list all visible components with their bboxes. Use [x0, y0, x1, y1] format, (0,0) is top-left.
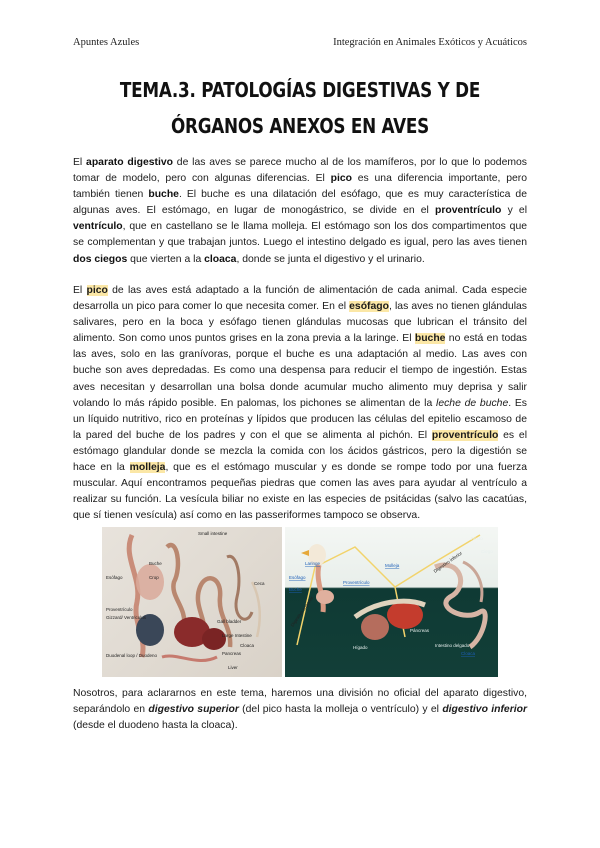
svg-text:Proventrículo: Proventrículo — [343, 580, 370, 585]
svg-text:Esófago: Esófago — [289, 575, 306, 580]
svg-text:Large Intestine: Large Intestine — [222, 633, 252, 638]
paragraph-division: Nosotros, para aclararnos en este tema, haremos una división no oficial del aparato digestivo, separándolo en digestivo superior (del pico hasta la molleja o ventrículo) y el digestivo inferior (desde el duodeno hasta la cloaca). — [73, 688, 528, 732]
svg-text:Proventrículo: Proventrículo — [106, 607, 133, 612]
svg-text:Intestino delgado: Intestino delgado — [435, 643, 470, 648]
svg-text:Páncreas: Páncreas — [410, 628, 430, 633]
highlight-pico: pico — [86, 285, 108, 296]
header-left: Apuntes Azules — [73, 37, 140, 48]
schematic-diagram — [285, 527, 498, 677]
svg-text:Hígado: Hígado — [353, 645, 368, 650]
highlight-buche: buche — [414, 333, 446, 345]
svg-text:Buche: Buche — [149, 561, 162, 566]
svg-text:Buche: Buche — [289, 587, 302, 592]
highlight-esofago: esófago — [349, 301, 389, 313]
svg-text:Crop: Crop — [149, 575, 159, 580]
svg-text:Ciego: Ciego — [481, 549, 493, 554]
svg-text:Gall bladder: Gall bladder — [217, 619, 242, 624]
svg-text:Liver: Liver — [228, 665, 238, 670]
dissection-photo — [102, 527, 282, 677]
page-header — [73, 37, 527, 48]
svg-text:Laringe: Laringe — [305, 561, 321, 566]
digestive-figure — [102, 527, 498, 677]
svg-text:Gizzard/ Ventriculus: Gizzard/ Ventriculus — [106, 615, 147, 620]
svg-text:Pancreas: Pancreas — [222, 651, 242, 656]
svg-text:Digestivo superior: Digestivo superior — [289, 595, 315, 628]
svg-text:Cloaca: Cloaca — [240, 643, 255, 648]
svg-text:Recto: Recto — [471, 536, 483, 541]
svg-text:Digestivo inferior: Digestivo inferior — [432, 550, 464, 574]
svg-text:Molleja: Molleja — [385, 563, 400, 568]
svg-text:Small intestine: Small intestine — [198, 531, 228, 536]
highlight-molleja: molleja — [129, 462, 166, 474]
highlight-proventriculo: proventrículo — [431, 429, 499, 441]
svg-text:Esófago: Esófago — [106, 575, 123, 580]
svg-text:Duodenal loop / Duodeno: Duodenal loop / Duodeno — [106, 653, 158, 658]
paragraph-intro: El aparato digestivo de las aves se parece mucho al de los mamíferos, por lo que lo podemos tomar de modelo, pero con algunas diferencias. El pico es una diferencia importante, pero también tienen buche. El buche es una dilatación del esófago, que es muy característica de algunas aves. El estómago, en lugar de monogástrico, se divide en el proventrículo y el ventrículo, que en castellano se le llama molleja. El estómago son los dos compartimentos que se complementan y que trabajan juntos. Luego el intestino delgado es igual, pero las aves tienen dos ciegos que vierten a la cloaca, donde se junta el digestivo y el urinario. — [73, 157, 527, 265]
svg-text:Cloaca: Cloaca — [461, 651, 476, 656]
paragraph-anatomy: El pico de las aves está adaptado a la función de alimentación de cada animal. Cada especie desarrolla un pico para comer lo que necesita comer. En el esófago, las aves no tienen glándulas salivares, pero en la boca y esófago tienen glándulas mucosas que lubrican el tránsito del alimento. Son como unos puntos grises en la zona previa a la laringe. El buche no está en todas las aves, solo en las granívoras, porque el buche es una adaptación al medio. Las aves con buche son aves depredadas. Es como una despensa para reducir el tiempo de ingestión. Estas aves necesitan y desarrollan una bolsa donde acumular mucho alimento muy deprisa y salir volando lo más rápido posible. En palomas, los pichones se alimentan de la leche de buche. Es un líquido nutritivo, rico en proteínas y lípidos que producen las células del epitelio escamoso de la pared del buche de los padres y con el que se alimenta al pichón. El proventrículo es el estómago glandular donde se mezcla la comida con los ácidos gástricos, pero la digestión se hace en la molleja, que es el estómago muscular y es donde se rompe todo por una fuerza muscular. Aquí encontramos pequeñas piedras que comen las aves para ayudar al ventrículo a realizar su función. La vesícula biliar no existe en las especies de psitácidas (salvo las cacatúas, que sí tienen vesícula) así como en las passeriformes tampoco se observa. — [73, 285, 527, 522]
page-title: TEMA.3. PATOLOGÍAS DIGESTIVAS Y DE ÓRGANOS ANEXOS EN AVES — [119, 78, 481, 138]
header-right: Integración en Animales Exóticos y Acuáticos — [333, 37, 527, 48]
svg-text:Ceca: Ceca — [254, 581, 265, 586]
